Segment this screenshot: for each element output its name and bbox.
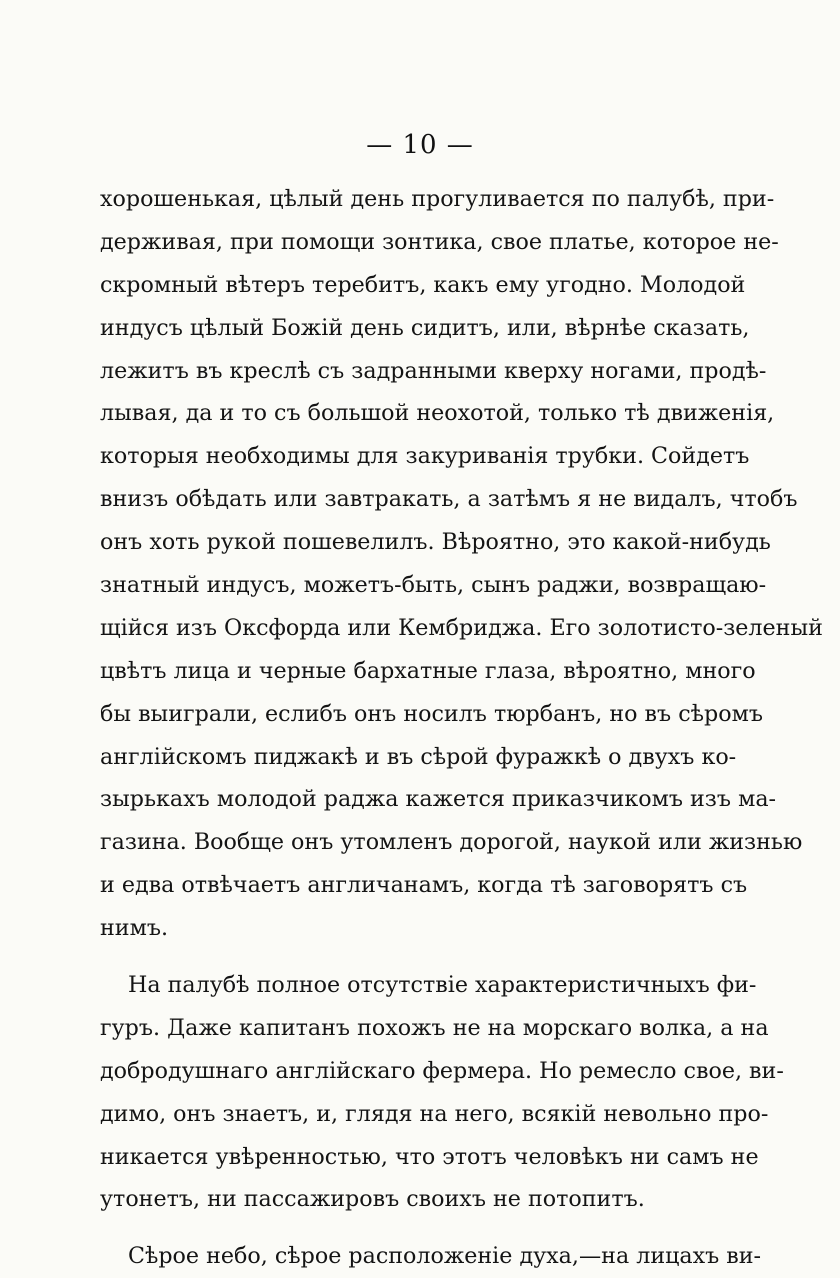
text-line: щійся изъ Оксфорда или Кембриджа. Его золотисто-зеленый <box>100 614 823 641</box>
text-line: бы выиграли, еслибъ онъ носилъ тюрбанъ, но въ сѣромъ <box>100 700 763 727</box>
text-line: лежитъ въ креслѣ съ задранными кверху ногами, продѣ- <box>100 357 767 384</box>
text-line: газина. Вообще онъ утомленъ дорогой, наукой или жизнью <box>100 829 803 856</box>
text-line: англійскомъ пиджакѣ и въ сѣрой фуражкѣ о двухъ ко- <box>100 743 737 770</box>
text-line: На палубѣ полное отсутствіе характеристичныхъ фи- <box>128 972 757 999</box>
text-line: индусъ цѣлый Божій день сидитъ, или, вѣрнѣе сказать, <box>100 314 750 341</box>
text-line: внизъ обѣдать или завтракать, а затѣмъ я не видалъ, чтобъ <box>100 486 798 513</box>
text-line: и едва отвѣчаетъ англичанамъ, когда тѣ заговорятъ съ <box>100 872 748 899</box>
text-line: гуръ. Даже капитанъ похожъ не на морскаго волка, а на <box>100 1014 769 1041</box>
text-line: никается увѣренностью, что этотъ человѣкъ ни самъ не <box>100 1143 759 1170</box>
body-text <box>100 178 823 1278</box>
text-line: хорошенькая, цѣлый день прогуливается по палубѣ, при- <box>100 186 775 212</box>
text-line: скромный вѣтеръ теребитъ, какъ ему угодно. Молодой <box>100 271 746 298</box>
paragraph-3 <box>100 1235 762 1278</box>
text-line: зырькахъ молодой раджа кажется приказчикомъ изъ ма- <box>100 786 777 813</box>
page-number: — 10 — <box>366 130 474 160</box>
text-line: Сѣрое небо, сѣрое расположеніе духа,—на лицахъ ви- <box>128 1243 762 1270</box>
text-line: утонетъ, ни пассажировъ своихъ не потопитъ. <box>100 1186 645 1213</box>
paragraph-gap <box>100 1221 715 1235</box>
paragraph-gap <box>100 950 715 964</box>
text-line: онъ хоть рукой пошевелилъ. Вѣроятно, это какой-нибудь <box>100 529 771 556</box>
text-line: держивая, при помощи зонтика, свое платье, которое не- <box>100 228 779 255</box>
text-line: лывая, да и то съ большой неохотой, только тѣ движенія, <box>100 400 775 427</box>
paragraph-2 <box>100 964 784 1221</box>
text-line: знатный индусъ, можетъ-быть, сынъ раджи, возвращаю- <box>100 572 767 599</box>
text-line: димо, онъ знаетъ, и, глядя на него, всякій невольно про- <box>100 1100 769 1127</box>
text-line: цвѣтъ лица и черные бархатные глаза, вѣроятно, много <box>100 657 756 684</box>
text-line: нимъ. <box>100 915 169 942</box>
text-line: которыя необходимы для закуриванія трубки. Сойдетъ <box>100 443 750 470</box>
text-line: добродушнаго англійскаго фермера. Но ремесло свое, ви- <box>100 1057 784 1084</box>
paragraph-1 <box>100 178 823 950</box>
